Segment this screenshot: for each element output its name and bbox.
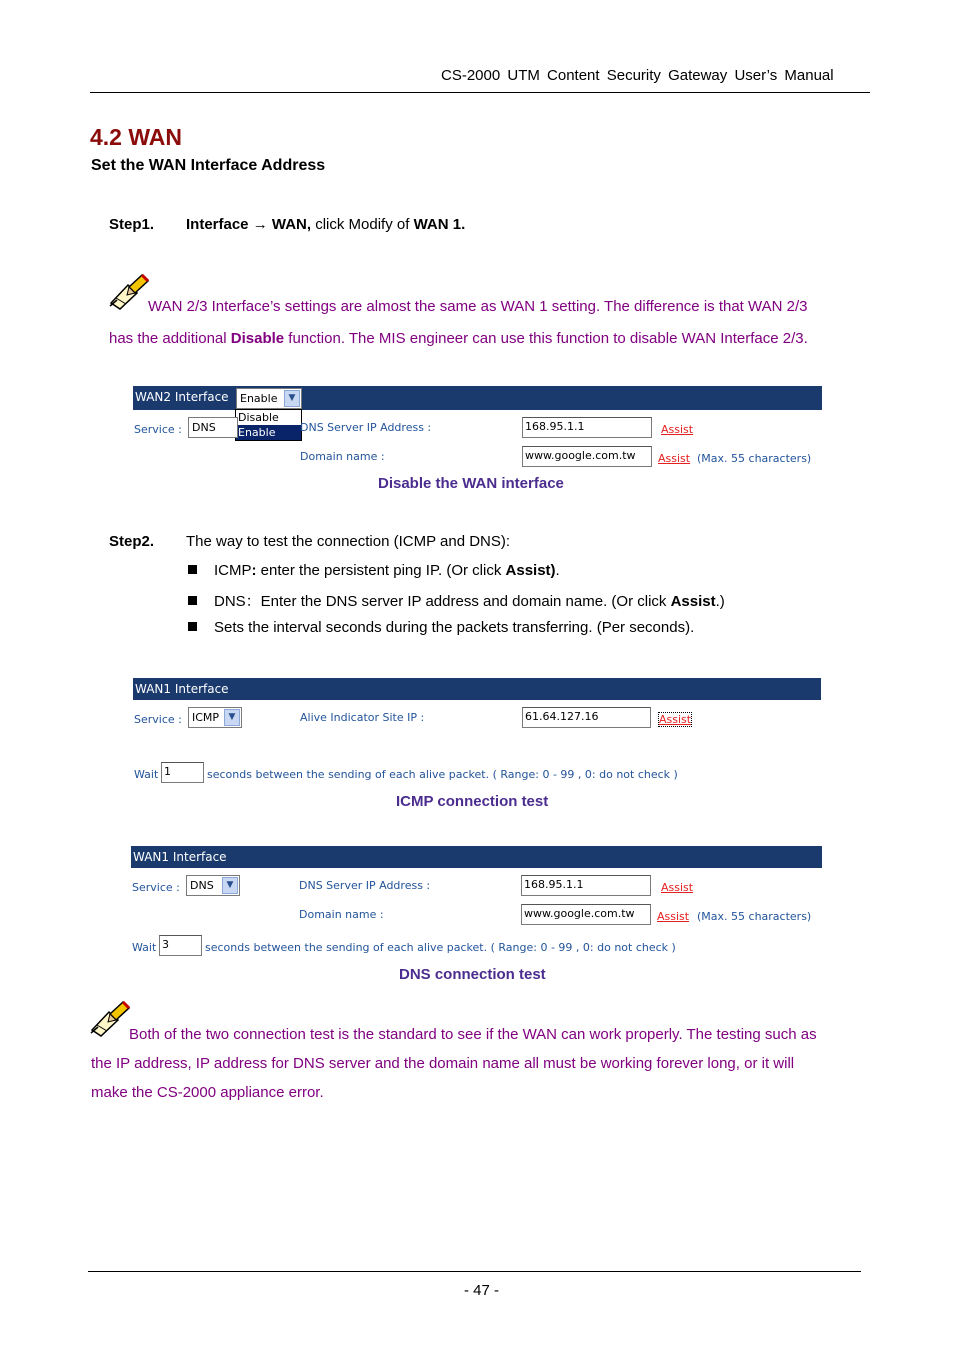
chevron-down-icon: ▼ — [284, 390, 300, 407]
note-pencil-icon — [89, 1000, 131, 1040]
panel2-service-value: ICMP — [192, 711, 220, 724]
panel3-dns-input[interactable]: 168.95.1.1 — [521, 875, 651, 896]
bullet-icmp-end: . — [555, 562, 560, 579]
panel1-max-hint: (Max. 55 characters) — [697, 452, 812, 465]
chevron-down-icon: ▼ — [222, 877, 238, 894]
bullet-icmp-desc: enter the persistent ping IP. (Or click — [260, 562, 506, 579]
panel3-service-select[interactable] — [186, 875, 240, 896]
note-pencil-icon — [108, 273, 150, 313]
step1-click: click Modify of — [311, 216, 414, 233]
step2-bullet-interval — [188, 619, 694, 636]
panel3-dns-label: DNS Server IP Address : — [299, 879, 431, 892]
step1-wan1: WAN 1. — [413, 216, 466, 233]
panel3-title-bar — [131, 846, 822, 868]
panel1-domain-input[interactable]: www.google.com.tw — [522, 446, 652, 467]
dropdown-option-disable[interactable]: Disable — [238, 411, 279, 424]
panel3-wait-label: Wait — [132, 941, 157, 954]
note2-line1: Both of the two connection test is the standard to see if the WAN can work properly. The testing such as — [129, 1026, 817, 1043]
panel1-dns-label: DNS Server IP Address : — [300, 421, 432, 434]
panel3-title: WAN1 Interface — [133, 850, 227, 864]
square-bullet-icon — [188, 565, 197, 574]
panel3-wait-hint: seconds between the sending of each alive packet. ( Range: 0 - 99 , 0: do not check ) — [205, 941, 676, 954]
panel3-domain-assist-link[interactable]: Assist — [657, 910, 690, 923]
panel3-domain-label: Domain name : — [299, 908, 384, 921]
panel2-assist-link[interactable]: Assist — [659, 713, 692, 726]
panel2-title: WAN1 Interface — [135, 682, 229, 696]
step1-label: Step1. — [109, 216, 155, 233]
panel3-domain-input[interactable]: www.google.com.tw — [521, 904, 651, 925]
dropdown-option-enable[interactable]: Enable — [236, 425, 301, 440]
step2-bullet-icmp — [188, 562, 560, 579]
panel1-status-value: Enable — [240, 392, 278, 405]
note2-line3: make the CS-2000 appliance error. — [91, 1084, 324, 1101]
panel2-wait-label: Wait — [134, 768, 159, 781]
panel2-alive-label: Alive Indicator Site IP : — [300, 711, 425, 724]
panel3-wait-input[interactable]: 3 — [159, 935, 202, 956]
section-subtitle: Set the WAN Interface Address — [91, 157, 326, 174]
step1-text — [186, 216, 465, 233]
bullet-icmp-colon: : — [251, 562, 261, 579]
step1-interface: Interface — [186, 216, 253, 233]
bullet-dns-assist: Assist — [670, 593, 716, 610]
panel1-dns-assist-link[interactable]: Assist — [661, 423, 694, 436]
panel2-alive-input[interactable]: 61.64.127.16 — [522, 707, 651, 728]
bullet-dns-desc: DNS：Enter the DNS server IP address and domain name. (Or click — [214, 593, 671, 610]
bullet-icmp-assist: Assist) — [505, 562, 556, 579]
panel1-service-value: DNS — [192, 421, 216, 434]
chevron-down-icon: ▼ — [224, 709, 240, 726]
note2-line2: the IP address, IP address for DNS server and the domain name all must be working forever long, or it will — [91, 1055, 795, 1072]
step2-text: The way to test the connection (ICMP and DNS): — [186, 533, 511, 550]
section-title: 4.2 WAN — [90, 124, 183, 150]
page-number: - 47 - — [464, 1282, 500, 1299]
panel3-service-value: DNS — [190, 879, 214, 892]
panel1-domain-assist-link[interactable]: Assist — [658, 452, 691, 465]
panel1-service-select[interactable] — [188, 417, 238, 438]
panel3-max-hint: (Max. 55 characters) — [697, 910, 812, 923]
panel1-caption: Disable the WAN interface — [378, 475, 564, 492]
panel3-dns-assist-link[interactable]: Assist — [661, 881, 694, 894]
panel3-caption: DNS connection test — [399, 966, 546, 983]
step1-arrow: → — [252, 216, 268, 233]
panel2-wait-hint: seconds between the sending of each alive packet. ( Range: 0 - 99 , 0: do not check ) — [207, 768, 678, 781]
panel2-caption: ICMP connection test — [396, 793, 549, 810]
footer-rule — [88, 1271, 861, 1272]
header-title: CS-2000 UTM Content Security Gateway User’s Manual — [441, 67, 834, 84]
square-bullet-icon — [188, 596, 197, 605]
note1-disable: Disable — [230, 330, 285, 347]
bullet-interval-desc: Sets the interval seconds during the packets transferring. (Per seconds). — [214, 619, 695, 636]
panel1-title: WAN2 Interface — [135, 390, 229, 404]
panel1-dns-input[interactable]: 168.95.1.1 — [522, 417, 652, 438]
panel1-service-label: Service : — [134, 423, 182, 436]
step2-label: Step2. — [109, 533, 155, 550]
step2-bullet-dns — [188, 590, 725, 611]
panel3-service-label: Service : — [132, 881, 180, 894]
note1-line2-c: function. The MIS engineer can use this function to disable WAN Interface 2/3. — [284, 330, 808, 347]
panel2-title-bar — [133, 678, 821, 700]
panel2-wait-input[interactable]: 1 — [161, 762, 204, 783]
panel1-domain-label: Domain name : — [300, 450, 385, 463]
square-bullet-icon — [188, 622, 197, 631]
header-rule — [90, 92, 870, 93]
note1-line2-a: has the additional — [109, 330, 231, 347]
bullet-icmp-term: ICMP — [214, 562, 252, 579]
panel1-status-select[interactable] — [236, 388, 302, 409]
note1-line2 — [109, 330, 808, 347]
step1-wan: WAN, — [267, 216, 312, 233]
panel1-status-dropdown[interactable] — [235, 409, 302, 441]
note1-line1: WAN 2/3 Interface’s settings are almost the same as WAN 1 setting. The difference is that WAN 2/3 — [148, 298, 808, 315]
bullet-dns-end: .) — [715, 593, 725, 610]
panel2-service-label: Service : — [134, 713, 182, 726]
panel2-service-select[interactable] — [188, 707, 242, 728]
